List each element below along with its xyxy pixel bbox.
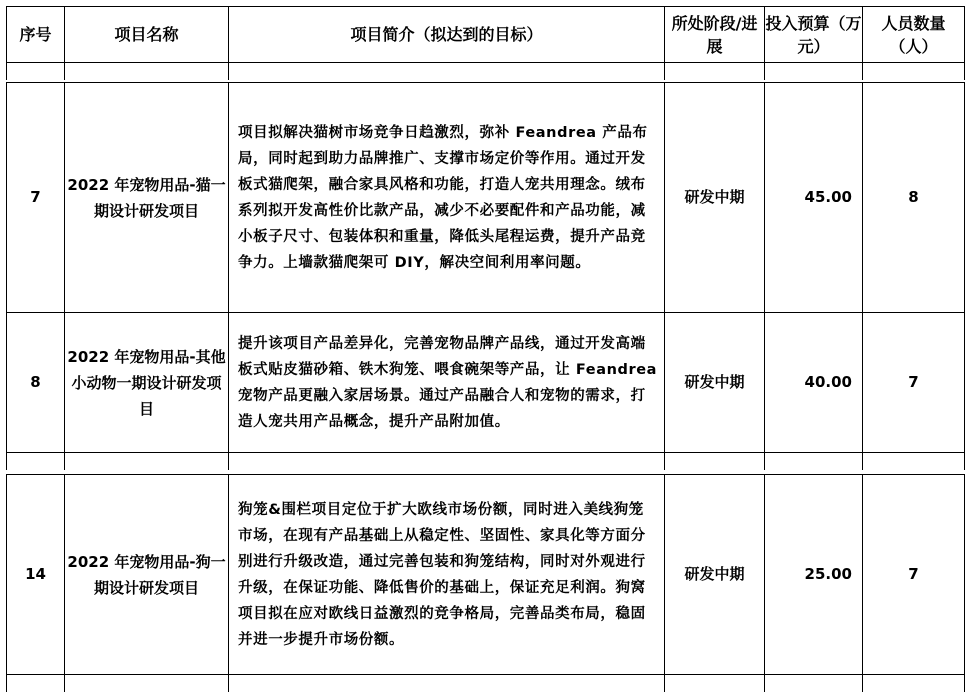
row-staff: 7 [863,313,965,453]
table-row [7,313,965,453]
project-table-b [6,474,965,692]
row-name: 2022 年宠物用品-猫一期设计研发项目 [65,83,229,313]
row-stage: 研发中期 [665,313,765,453]
row-budget: 40.00 [765,313,863,453]
table-row [7,83,965,313]
row-desc: 提升该项目产品差异化，完善宠物品牌产品线，通过开发高端板式贴皮猫砂箱、铁木狗笼、喂食碗架等产品，让 Feandrea 宠物产品更融入家居场景。通过产品融合人和宠物的需求，打造人宠共用产品概念，提升产品附加值。 [229,313,665,453]
row-seq: 8 [7,313,65,453]
row-staff: 7 [863,475,965,675]
row-stage: 研发中期 [665,475,765,675]
table-row [7,475,965,675]
row-budget: 45.00 [765,83,863,313]
table-segment-a [6,82,964,470]
project-table-a [6,82,965,470]
row-name: 2022 年宠物用品-狗一期设计研发项目 [65,475,229,675]
header-staff: 人员数量（人） [863,7,965,63]
header-desc: 项目简介（拟达到的目标） [229,7,665,63]
header-budget: 投入预算（万元） [765,7,863,63]
row-desc: 项目拟解决猫树市场竞争日趋激烈，弥补 Feandrea 产品布局，同时起到助力品牌推广、支撑市场定价等作用。通过开发板式猫爬架，融合家具风格和功能，打造人宠共用理念。绒布系列拟开发高性价比款产品，减少不必要配件和产品功能，减小板子尺寸、包装体积和重量，降低头尾程运费，提升产品竞争力。上墙款猫爬架可 DIY，解决空间利用率问题。 [229,83,665,313]
table-header-segment [6,6,964,80]
header-stage: 所处阶段/进展 [665,7,765,63]
header-name: 项目名称 [65,7,229,63]
row-stage: 研发中期 [665,83,765,313]
table-segment-b [6,474,964,692]
row-seq: 7 [7,83,65,313]
row-budget: 25.00 [765,475,863,675]
header-seq: 序号 [7,7,65,63]
row-staff: 8 [863,83,965,313]
table-header [6,6,965,80]
row-seq: 14 [7,475,65,675]
row-name: 2022 年宠物用品-其他小动物一期设计研发项目 [65,313,229,453]
row-desc: 狗笼&围栏项目定位于扩大欧线市场份额，同时进入美线狗笼市场，在现有产品基础上从稳定性、坚固性、家具化等方面分别进行升级改造，通过完善包装和狗笼结构，同时对外观进行升级，在保证功能、降低售价的基础上，保证充足利润。狗窝项目拟在应对欧线日益激烈的竞争格局，完善品类布局，稳固并进一步提升市场份额。 [229,475,665,675]
